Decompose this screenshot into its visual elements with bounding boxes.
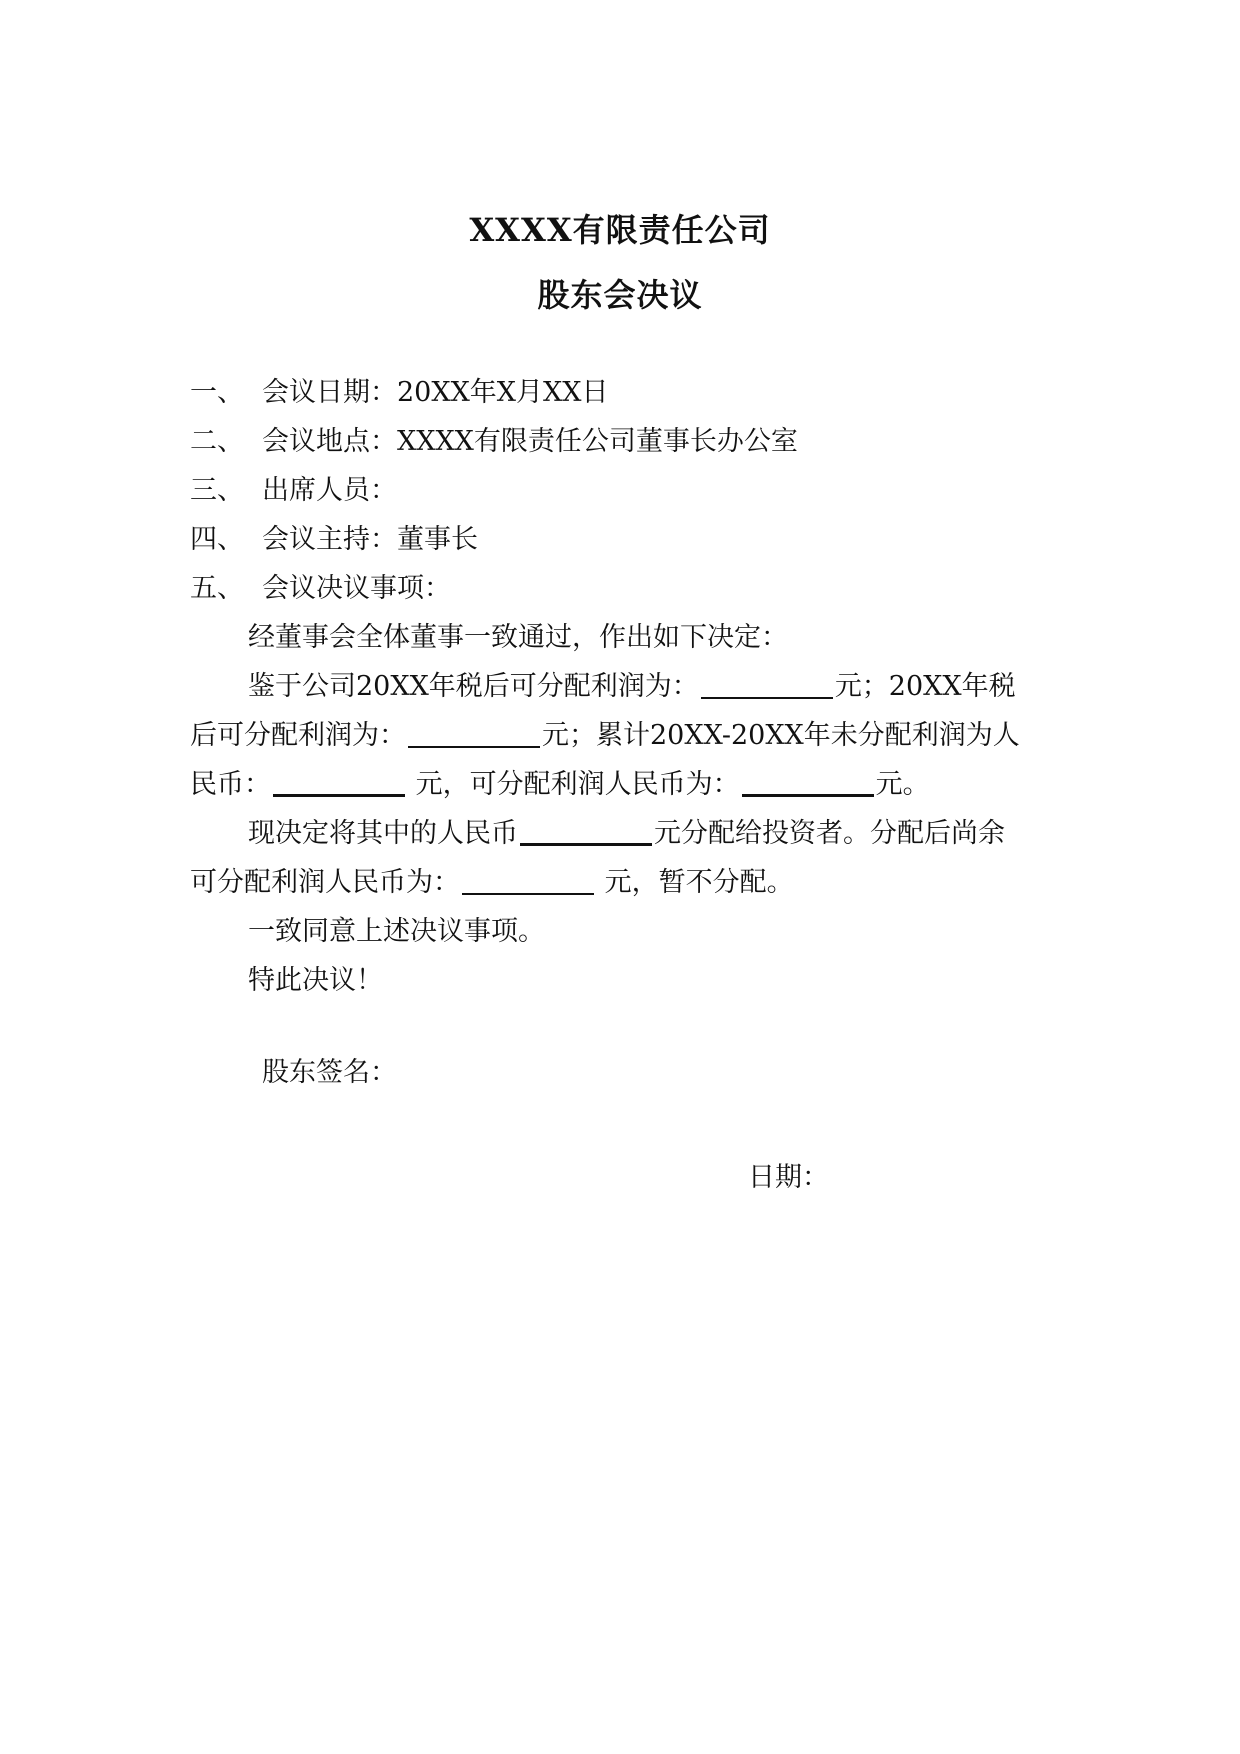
list-item-attendees	[190, 466, 1070, 515]
profit-blank-3	[273, 764, 405, 797]
profit-blank-2	[408, 716, 540, 748]
resolve-line: 特此决议！	[248, 965, 383, 996]
profit-text: 鉴于公司20XX年税后可分配利润为：	[248, 671, 699, 702]
distribution-text: 元分配给投资者。分配后尚余	[654, 818, 1005, 849]
list-item-date	[190, 368, 1070, 417]
intro-paragraph: 经董事会全体董事一致通过，作出如下决定：	[248, 622, 788, 653]
profit-blank-4	[742, 764, 874, 797]
item-number: 二、	[190, 426, 244, 457]
item-text: 会议主持：董事长	[262, 524, 478, 555]
list-item-location	[190, 417, 1070, 466]
item-number: 一、	[190, 377, 244, 408]
list-item-resolutions	[190, 564, 1070, 613]
profit-text: 民币：	[190, 769, 271, 800]
distribution-text: 现决定将其中的人民币	[248, 818, 518, 849]
document-body	[190, 368, 1070, 1005]
profit-text: 元，可分配利润人民币为：	[415, 769, 740, 800]
distribution-line-2	[190, 858, 1070, 907]
document-subtitle: 股东会决议	[537, 276, 703, 314]
profit-text: 元；20XX年税	[834, 671, 1016, 702]
distribution-text: 元，暂不分配。	[604, 867, 794, 898]
profit-line-1	[190, 662, 1070, 711]
distribution-line-1	[190, 809, 1070, 858]
item-number: 四、	[190, 524, 244, 555]
date-label: 日期：	[748, 1162, 829, 1193]
distribution-blank-1	[520, 813, 652, 846]
item-number: 三、	[190, 475, 244, 506]
item-text: 会议日期：20XX年X月XX日	[262, 377, 609, 408]
company-title: XXXX有限责任公司	[469, 211, 771, 249]
shareholder-signature-label: 股东签名：	[262, 1057, 397, 1088]
profit-text: 元。	[875, 769, 930, 800]
list-item-host	[190, 515, 1070, 564]
item-text: 会议地点：XXXX有限责任公司董事长办公室	[262, 426, 798, 457]
agreement-line: 一致同意上述决议事项。	[248, 916, 545, 947]
distribution-text: 可分配利润人民币为：	[190, 867, 460, 898]
distribution-blank-2	[462, 863, 594, 895]
profit-text: 后可分配利润为：	[190, 720, 406, 751]
profit-line-3	[190, 760, 1070, 809]
item-number: 五、	[190, 573, 244, 604]
profit-line-2	[190, 711, 1070, 760]
profit-blank-1	[701, 667, 833, 699]
item-text: 出席人员：	[262, 475, 397, 506]
item-text: 会议决议事项：	[262, 573, 451, 604]
profit-text: 元；累计20XX-20XX年未分配利润为人	[542, 720, 1020, 751]
